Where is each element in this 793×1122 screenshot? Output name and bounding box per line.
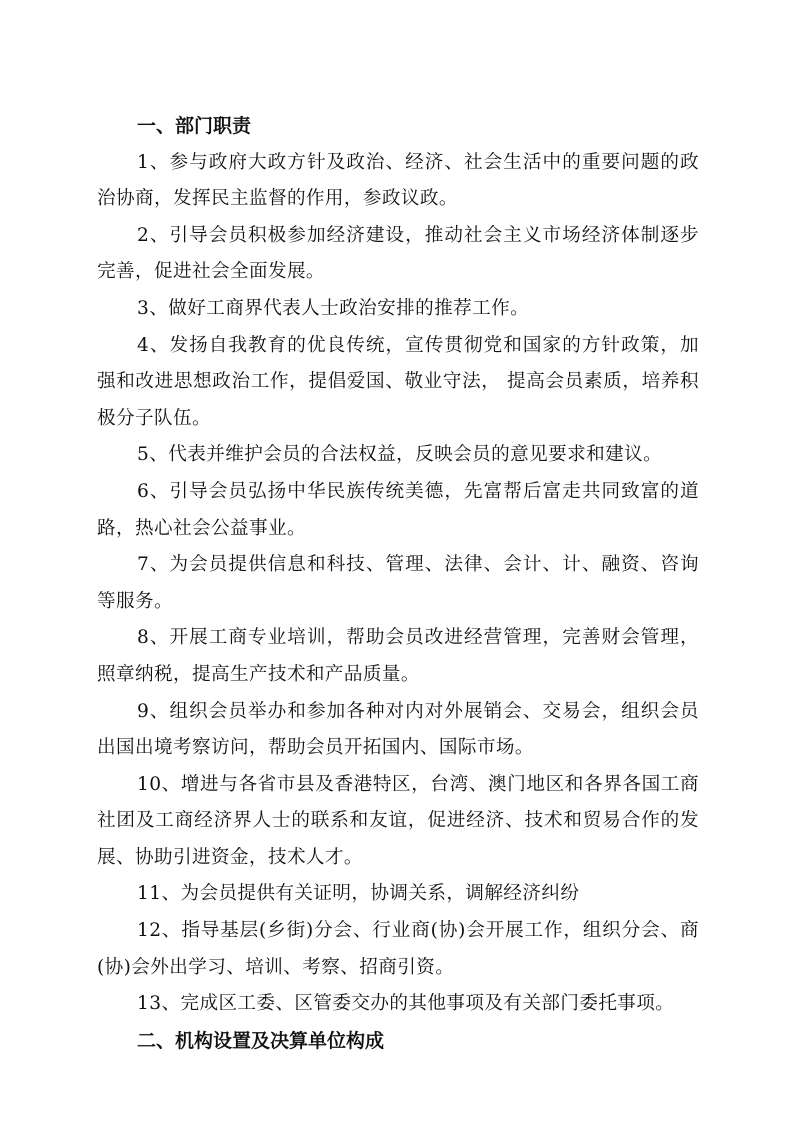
duty-item-6: 6、引导会员弘扬中华民族传统美德，先富帮后富走共同致富的道路，热心社会公益事业。: [97, 480, 699, 539]
duty-item-5: 5、代表并维护会员的合法权益，反映会员的意见要求和建议。: [137, 444, 663, 466]
duty-item-8: 8、开展工商专业培训，帮助会员改进经营管理，完善财会管理，照章纳税，提高生产技术和产品质量。: [97, 627, 699, 685]
duty-item-1: 1、参与政府大政方针及政治、经济、社会生活中的重要问题的政治协商，发挥民主监督的作用，参政议政。: [97, 151, 699, 210]
document-page: [97, 108, 699, 1059]
duty-item-10: 10、增进与各省市县及香港特区，台湾、澳门地区和各界各国工商社团及工商经济界人士的联系和友谊，促进经济、技术和贸易合作的发展、协助引进资金，技术人才。: [97, 773, 699, 868]
duty-item-7: 7、为会员提供信息和科技、管理、法律、会计、计、融资、咨询等服务。: [97, 554, 699, 612]
duty-item-9: 9、组织会员举办和参加各种对内对外展销会、交易会，组织会员出国出境考察访问，帮助会员开拓国内、国际市场。: [97, 700, 699, 759]
duty-item-4: 4、发扬自我教育的优良传统，宣传贯彻党和国家的方针政策，加强和改进思想政治工作，提倡爱国、敬业守法， 提高会员素质，培养积极分子队伍。: [97, 334, 699, 429]
duty-item-11: 11、为会员提供有关证明，协调关系，调解经济纠纷: [137, 883, 580, 905]
duty-item-12: 12、指导基层(乡街)分会、行业商(协)会开展工作，组织分会、商(协)会外出学习、培训、考察、招商引资。: [97, 920, 699, 978]
duty-item-13: 13、完成区工委、区管委交办的其他事项及有关部门委托事项。: [137, 993, 675, 1015]
section-heading-duties: 一、部门职责: [137, 115, 252, 137]
section-heading-structure: 二、机构设置及决算单位构成: [137, 1029, 385, 1052]
duty-item-3: 3、做好工商界代表人士政治安排的推荐工作。: [137, 297, 530, 319]
duty-item-2: 2、引导会员积极参加经济建设，推动社会主义市场经济体制逐步完善，促进社会全面发展。: [97, 224, 699, 283]
